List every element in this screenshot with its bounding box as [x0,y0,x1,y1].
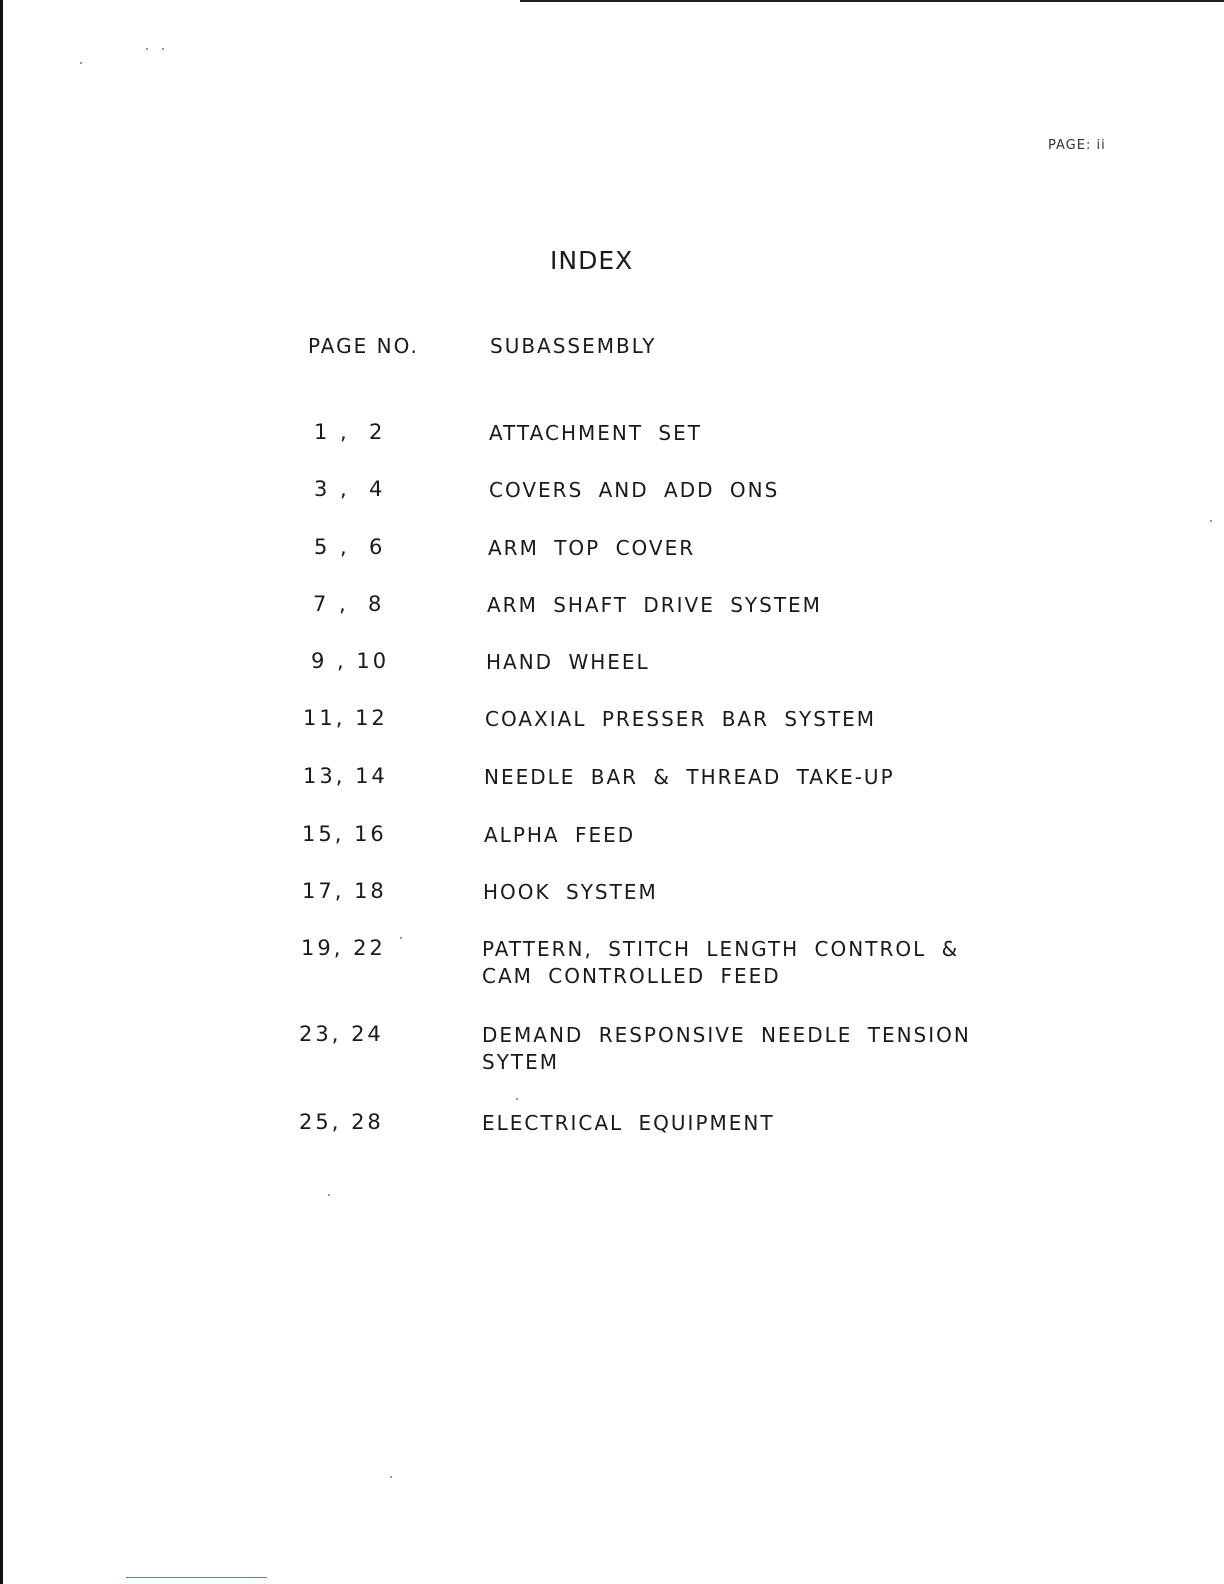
scan-speck [1210,520,1212,522]
index-entry [0,879,1224,929]
column-header-subassembly: SUBASSEMBLY [490,334,657,358]
entry-pages: 19, 22 [301,936,386,960]
index-entry [0,592,1224,642]
entry-pages: 17, 18 [302,879,387,903]
index-entry [0,822,1224,872]
scan-speck [162,48,164,50]
index-entry [0,1110,1224,1160]
scan-speck [400,937,402,939]
entry-pages: 7 , 8 [313,592,385,616]
entry-pages: 11, 12 [303,706,388,730]
scan-speck [80,62,82,64]
scan-bottom-mark [126,1577,267,1578]
entry-title: PATTERN, STITCH LENGTH CONTROL & CAM CONTROLLED FEED [482,937,960,988]
entry-pages: 1 , 2 [314,420,386,444]
entry-pages: 9 , 10 [311,649,390,673]
index-entry [0,420,1224,470]
index-entry [0,936,1224,1000]
entry-title: ELECTRICAL EQUIPMENT [482,1111,775,1135]
index-entry [0,477,1224,527]
column-header-page-no: PAGE NO. [308,334,419,358]
scan-speck [516,1098,518,1100]
entry-title: HAND WHEEL [486,650,650,674]
entry-title: ATTACHMENT SET [489,421,702,445]
index-entry [0,535,1224,585]
entry-title: ARM TOP COVER [488,536,696,560]
scan-speck [146,48,148,50]
entry-title: ARM SHAFT DRIVE SYSTEM [487,593,822,617]
entry-title: COAXIAL PRESSER BAR SYSTEM [485,707,877,731]
entry-pages: 5 , 6 [314,535,386,559]
entry-title: DEMAND RESPONSIVE NEEDLE TENSION SYTEM [482,1023,971,1074]
page-title: INDEX [550,246,634,275]
entry-pages: 25, 28 [299,1110,384,1134]
entry-pages: 3 , 4 [314,477,386,501]
index-entry [0,1022,1224,1086]
scan-top-edge [520,0,1224,2]
entry-pages: 13, 14 [303,764,388,788]
entry-title: HOOK SYSTEM [483,880,658,904]
page-number-label: PAGE: ii [1048,138,1106,153]
scan-speck [328,1194,330,1196]
index-entry [0,764,1224,814]
index-entry [0,649,1224,699]
entry-pages: 23, 24 [299,1022,384,1046]
scan-speck [390,1476,392,1478]
entry-title: COVERS AND ADD ONS [489,478,780,502]
entry-title: ALPHA FEED [484,823,636,847]
entry-title: NEEDLE BAR & THREAD TAKE-UP [484,765,895,789]
index-entry [0,706,1224,756]
entry-pages: 15, 16 [302,822,387,846]
